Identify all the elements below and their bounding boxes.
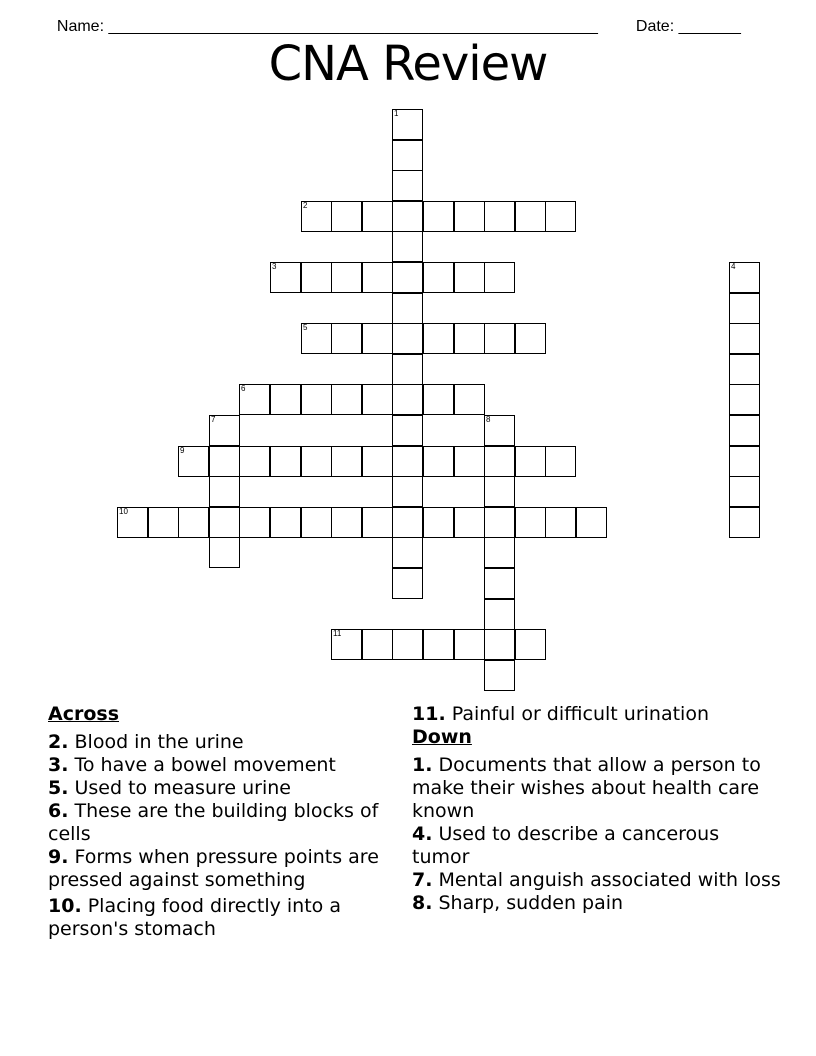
grid-cell[interactable]	[209, 476, 240, 507]
grid-cell[interactable]	[729, 507, 760, 538]
clue-number: 10.	[48, 895, 82, 917]
clue-number-label: 3	[272, 262, 277, 271]
grid-cell[interactable]	[484, 537, 515, 568]
grid-cell[interactable]	[331, 507, 362, 538]
grid-cell[interactable]	[392, 323, 423, 354]
grid-cell[interactable]	[484, 262, 515, 293]
grid-cell[interactable]	[454, 384, 485, 415]
clue-number-label: 2	[303, 201, 308, 210]
grid-cell[interactable]	[484, 201, 515, 232]
grid-cell[interactable]	[331, 262, 362, 293]
clue-text: Mental anguish associated with loss	[438, 869, 781, 891]
grid-cell[interactable]	[484, 660, 515, 691]
grid-cell[interactable]	[484, 446, 515, 477]
grid-cell[interactable]	[178, 507, 209, 538]
grid-cell[interactable]	[209, 446, 240, 477]
clue-number: 5.	[48, 777, 69, 799]
grid-cell[interactable]	[392, 568, 423, 599]
grid-cell[interactable]	[454, 446, 485, 477]
grid-cell[interactable]	[729, 415, 760, 446]
clue-number-label: 1	[394, 109, 399, 118]
clue-number: 1.	[412, 754, 433, 776]
clue-text: Painful or difficult urination	[451, 703, 709, 725]
grid-cell[interactable]	[362, 201, 393, 232]
clue-across-2	[48, 731, 388, 754]
clue-number-label: 11	[333, 629, 342, 638]
grid-cell[interactable]	[301, 384, 332, 415]
grid-cell[interactable]	[423, 507, 454, 538]
grid-cell[interactable]	[270, 384, 301, 415]
date-label: Date:	[635, 18, 675, 35]
clue-text: These are the building blocks of cells	[48, 800, 379, 845]
grid-cell[interactable]	[576, 507, 607, 538]
clue-down-8	[412, 892, 782, 915]
clue-down-7	[412, 869, 782, 892]
grid-cell[interactable]	[301, 323, 332, 354]
grid-cell[interactable]	[423, 201, 454, 232]
grid-cell[interactable]	[117, 507, 148, 538]
clue-across-11	[412, 703, 782, 726]
grid-cell[interactable]	[484, 568, 515, 599]
grid-cell[interactable]	[301, 262, 332, 293]
clue-text: Blood in the urine	[74, 731, 244, 753]
clue-number: 3.	[48, 754, 69, 776]
clue-number: 7.	[412, 869, 433, 891]
name-label: Name:	[56, 18, 105, 35]
clue-number-label: 4	[731, 262, 736, 271]
grid-cell[interactable]	[392, 354, 423, 385]
grid-cell[interactable]	[362, 446, 393, 477]
grid-cell[interactable]	[515, 323, 546, 354]
grid-cell[interactable]	[270, 262, 301, 293]
grid-cell[interactable]	[301, 201, 332, 232]
grid-cell[interactable]	[392, 415, 423, 446]
grid-cell[interactable]	[423, 323, 454, 354]
grid-cell[interactable]	[392, 262, 423, 293]
grid-cell[interactable]	[729, 354, 760, 385]
grid-cell[interactable]	[454, 629, 485, 660]
name-line[interactable]: _______________________________________________________	[108, 18, 598, 35]
across-heading: Across	[48, 703, 120, 725]
clue-text: Forms when pressure points are pressed against something	[48, 846, 379, 891]
grid-cell[interactable]	[729, 293, 760, 324]
clue-text: To have a bowel movement	[74, 754, 336, 776]
clue-text: Used to describe a cancerous tumor	[412, 823, 720, 868]
clue-across-10	[48, 895, 388, 941]
grid-cell[interactable]	[362, 384, 393, 415]
grid-cell[interactable]	[178, 446, 209, 477]
grid-cell[interactable]	[301, 507, 332, 538]
grid-cell[interactable]	[148, 507, 179, 538]
clue-text: Sharp, sudden pain	[438, 892, 624, 914]
grid-cell[interactable]	[331, 446, 362, 477]
clue-number-label: 9	[180, 446, 185, 455]
clue-text: Documents that allow a person to make their wishes about health care known	[412, 754, 761, 822]
grid-cell[interactable]	[545, 507, 576, 538]
clue-number: 2.	[48, 731, 69, 753]
grid-cell[interactable]	[331, 323, 362, 354]
grid-cell[interactable]	[392, 537, 423, 568]
grid-cell[interactable]	[729, 384, 760, 415]
grid-cell[interactable]	[270, 446, 301, 477]
grid-cell[interactable]	[729, 446, 760, 477]
grid-cell[interactable]	[362, 507, 393, 538]
grid-cell[interactable]	[729, 262, 760, 293]
grid-cell[interactable]	[484, 629, 515, 660]
grid-cell[interactable]	[392, 201, 423, 232]
grid-cell[interactable]	[392, 231, 423, 262]
grid-cell[interactable]	[362, 262, 393, 293]
grid-cell[interactable]	[392, 507, 423, 538]
grid-cell[interactable]	[729, 476, 760, 507]
clue-number: 4.	[412, 823, 433, 845]
clue-text: Placing food directly into a person's stomach	[48, 895, 341, 940]
grid-cell[interactable]	[331, 201, 362, 232]
grid-cell[interactable]	[454, 262, 485, 293]
clue-across-5	[48, 777, 388, 800]
date-line[interactable]: _______	[678, 18, 741, 35]
grid-cell[interactable]	[484, 323, 515, 354]
clue-across-3	[48, 754, 388, 777]
clue-number: 8.	[412, 892, 433, 914]
clue-number-label: 8	[486, 415, 491, 424]
grid-cell[interactable]	[484, 415, 515, 446]
grid-cell[interactable]	[301, 446, 332, 477]
grid-cell[interactable]	[423, 262, 454, 293]
grid-cell[interactable]	[454, 323, 485, 354]
grid-cell[interactable]	[545, 201, 576, 232]
grid-cell[interactable]	[392, 293, 423, 324]
clue-number: 6.	[48, 800, 69, 822]
grid-cell[interactable]	[515, 446, 546, 477]
page-title: CNA Review	[268, 36, 548, 92]
clue-down-4	[412, 823, 782, 869]
grid-cell[interactable]	[362, 323, 393, 354]
grid-cell[interactable]	[392, 629, 423, 660]
grid-cell[interactable]	[423, 446, 454, 477]
clue-number: 11.	[412, 703, 446, 725]
clues-right-column	[412, 703, 782, 915]
clue-text: Used to measure urine	[74, 777, 291, 799]
clue-across-9	[48, 846, 388, 892]
clue-number-label: 6	[241, 384, 246, 393]
clue-across-6	[48, 800, 388, 846]
grid-cell[interactable]	[270, 507, 301, 538]
grid-cell[interactable]	[392, 170, 423, 201]
clue-number: 9.	[48, 846, 69, 868]
grid-cell[interactable]	[392, 384, 423, 415]
grid-cell[interactable]	[331, 629, 362, 660]
grid-cell[interactable]	[209, 415, 240, 446]
grid-cell[interactable]	[331, 384, 362, 415]
grid-cell[interactable]	[392, 476, 423, 507]
grid-cell[interactable]	[392, 140, 423, 171]
clue-number-label: 5	[303, 323, 308, 332]
grid-cell[interactable]	[515, 629, 546, 660]
grid-cell[interactable]	[484, 476, 515, 507]
grid-cell[interactable]	[515, 507, 546, 538]
down-heading: Down	[412, 726, 472, 748]
grid-cell[interactable]	[454, 201, 485, 232]
clue-number-label: 10	[119, 507, 128, 516]
grid-cell[interactable]	[209, 537, 240, 568]
clues-left-column	[48, 703, 388, 941]
grid-cell[interactable]	[515, 201, 546, 232]
grid-cell[interactable]	[209, 507, 240, 538]
grid-cell[interactable]	[423, 629, 454, 660]
clue-down-1	[412, 754, 782, 823]
grid-cell[interactable]	[239, 384, 270, 415]
clue-number-label: 7	[211, 415, 216, 424]
grid-cell[interactable]	[484, 599, 515, 630]
grid-cell[interactable]	[392, 109, 423, 140]
grid-cell[interactable]	[239, 446, 270, 477]
grid-cell[interactable]	[729, 323, 760, 354]
grid-cell[interactable]	[392, 446, 423, 477]
grid-cell[interactable]	[545, 446, 576, 477]
grid-cell[interactable]	[423, 384, 454, 415]
grid-cell[interactable]	[362, 629, 393, 660]
grid-cell[interactable]	[239, 507, 270, 538]
grid-cell[interactable]	[484, 507, 515, 538]
grid-cell[interactable]	[454, 507, 485, 538]
